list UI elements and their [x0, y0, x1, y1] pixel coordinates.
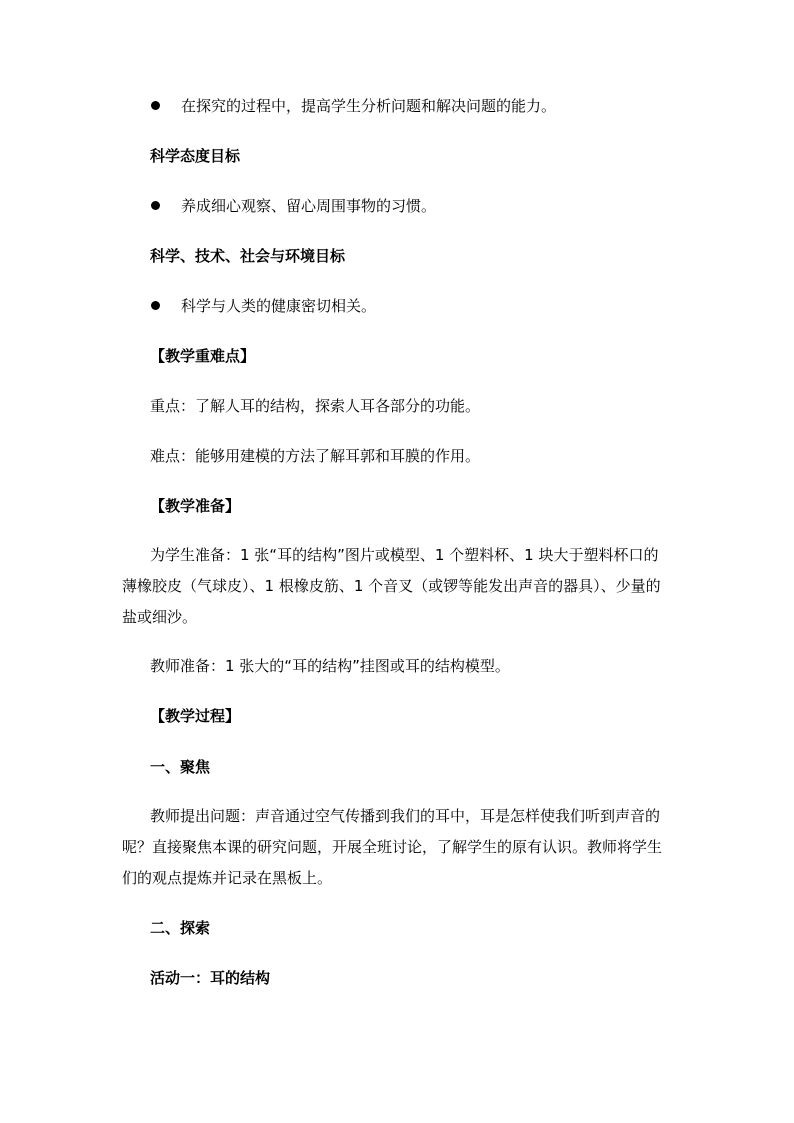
attitude-goal-heading: 科学态度目标 — [150, 147, 241, 165]
activity-ear-structure-title: 活动一：耳的结构 — [150, 969, 271, 987]
goal-bullet-observation: 养成细心观察、留心周围事物的习惯。 — [181, 197, 437, 215]
sts-goal-heading: 科学、技术、社会与环境目标 — [150, 247, 346, 265]
focus-point: 重点：了解人耳的结构，探索人耳各部分的功能。 — [150, 397, 481, 415]
bullet-marker — [151, 201, 160, 210]
key-points-heading: 【教学重难点】 — [150, 347, 256, 365]
process-heading: 【教学过程】 — [150, 707, 241, 725]
bullet-marker — [151, 101, 160, 110]
section-focus-title: 一、聚焦 — [150, 758, 211, 776]
student-preparation: 为学生准备：1 张“耳的结构”图片或模型、1 个塑料杯、1 块大于塑料杯口的薄橡胶皮（气球皮）、1 根橡皮筋、1 个音叉（或锣等能发出声音的器具）、少量的盐或细沙。 — [122, 546, 661, 626]
goal-bullet-health: 科学与人类的健康密切相关。 — [181, 297, 377, 315]
section-focus-text: 教师提出问题：声音通过空气传播到我们的耳中，耳是怎样使我们听到声音的呢？直接聚焦本课的研究问题，开展全班讨论，了解学生的原有认识。教师将学生们的观点提炼并记录在黑板上。 — [122, 807, 663, 887]
bullet-marker — [151, 301, 160, 310]
goal-bullet-analysis: 在探究的过程中，提高学生分析问题和解决问题的能力。 — [181, 97, 557, 115]
difficulty-point: 难点：能够用建模的方法了解耳郭和耳膜的作用。 — [150, 447, 481, 465]
teacher-preparation: 教师准备：1 张大的“耳的结构”挂图或耳的结构模型。 — [150, 657, 510, 675]
preparation-heading: 【教学准备】 — [150, 497, 241, 515]
section-explore-title: 二、探索 — [150, 919, 211, 937]
